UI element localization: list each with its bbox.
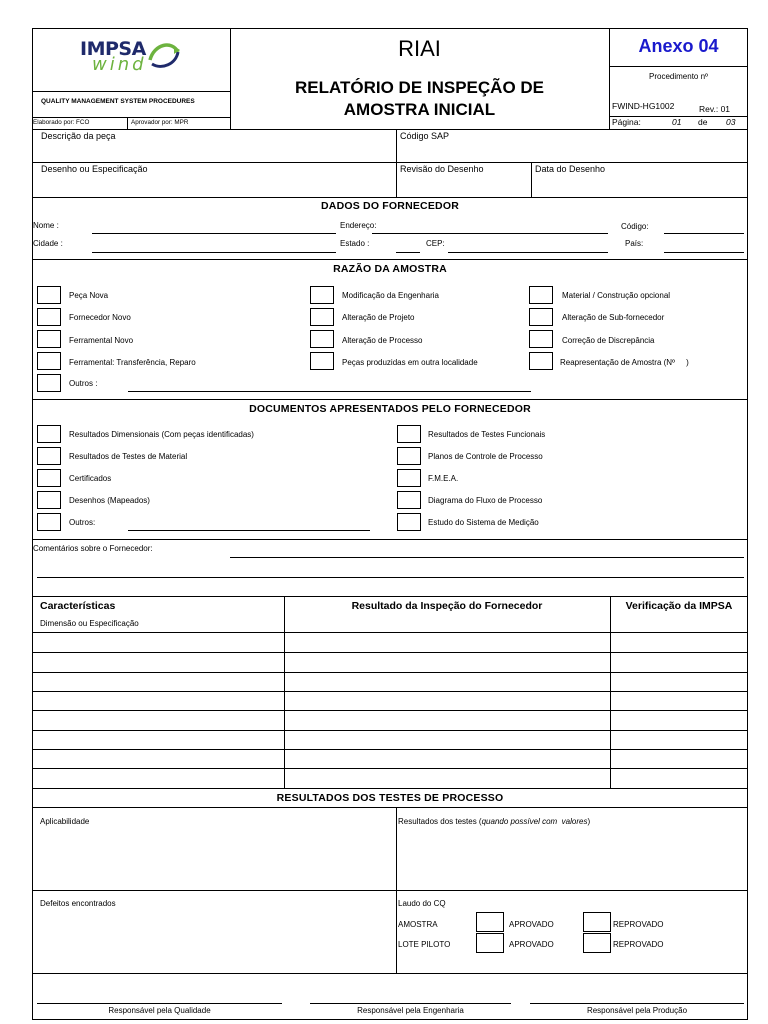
pagina-de: de [698, 117, 708, 127]
comentarios-label: Comentários sobre o Fornecedor: [33, 544, 153, 553]
endereco-label: Endereço: [340, 221, 377, 230]
table-row-line [32, 672, 748, 673]
elaborado-label: Elaborado por: FCO [33, 119, 90, 126]
assinatura-producao-line[interactable] [530, 1003, 744, 1004]
peca-nova-label: Peça Nova [69, 291, 109, 300]
codigo-sap-field[interactable] [397, 141, 747, 161]
logo-top-text: IMPSA [80, 38, 146, 60]
ferramental-novo-checkbox[interactable] [37, 330, 61, 348]
part-bottom-line [32, 197, 748, 198]
codigo-label: Código: [621, 222, 649, 231]
reapresentacao-amostra-label: Reapresentação de Amostra (Nº ) [560, 358, 689, 367]
resultados-dimensionais-label: Resultados Dimensionais (Com peças identificadas) [69, 430, 254, 439]
planos-controle-checkbox[interactable] [397, 447, 421, 465]
razao-bottom-line [32, 399, 748, 400]
ferramental-transferencia-label: Ferramental: Transferência, Reparo [69, 358, 196, 367]
descricao-peca-label: Descrição da peça [41, 131, 116, 141]
table-header-line [32, 632, 748, 633]
descricao-peca-field[interactable] [33, 141, 395, 161]
resultados-testes-prefix: Resultados dos testes ( [398, 817, 482, 826]
testes-title-line [32, 807, 748, 808]
comentarios-field-line2[interactable] [37, 577, 744, 578]
pagina-total: 03 [726, 117, 736, 127]
table-row-line [32, 691, 748, 692]
alteracao-subfornecedor-checkbox[interactable] [529, 308, 553, 326]
cep-field[interactable] [448, 252, 608, 253]
documentos-outros-checkbox[interactable] [37, 513, 61, 531]
testes-mid-line [32, 890, 748, 891]
estado-label: Estado : [340, 239, 370, 248]
table-row-line [32, 710, 748, 711]
part-divider-2 [531, 162, 532, 197]
defeitos-field[interactable] [33, 910, 395, 970]
table-row-line [32, 730, 748, 731]
razao-section-title: RAZÃO DA AMOSTRA [333, 263, 447, 275]
fmea-label: F.M.E.A. [428, 474, 459, 483]
elaborado-divider [127, 117, 128, 129]
razao-outros-field[interactable] [128, 391, 531, 392]
testes-material-label: Resultados de Testes de Material [69, 452, 188, 461]
amostra-reprovado-label: REPROVADO [613, 920, 664, 929]
resultados-testes-suffix: ) [587, 817, 591, 826]
data-desenho-label: Data do Desenho [535, 164, 606, 174]
alteracao-subfornecedor-label: Alteração de Sub-fornecedor [562, 313, 665, 322]
correcao-discrepancia-label: Correção de Discrepância [562, 336, 655, 345]
codigo-field[interactable] [664, 233, 744, 234]
alteracao-processo-label: Alteração de Processo [342, 336, 423, 345]
testes-funcionais-label: Resultados de Testes Funcionais [428, 430, 546, 439]
endereco-field[interactable] [372, 233, 608, 234]
documentos-bottom-line [32, 539, 748, 540]
fornecedor-bottom-line [32, 259, 748, 260]
assinatura-engenharia-line[interactable] [310, 1003, 511, 1004]
logo-swirl-icon [144, 38, 184, 74]
ferramental-transferencia-checkbox[interactable] [37, 352, 61, 370]
pais-field[interactable] [664, 252, 744, 253]
modificacao-engenharia-label: Modificação da Engenharia [342, 291, 439, 300]
material-construcao-label: Material / Construção opcional [562, 291, 671, 300]
estudo-medicao-label: Estudo do Sistema de Medição [428, 518, 539, 527]
certificados-checkbox[interactable] [37, 469, 61, 487]
aprovador-label: Aprovador por: MPR [131, 119, 189, 126]
comentarios-field-line1[interactable] [230, 557, 744, 558]
alteracao-processo-checkbox[interactable] [310, 330, 334, 348]
alteracao-projeto-checkbox[interactable] [310, 308, 334, 326]
table-col-divider-1 [284, 596, 285, 788]
header-qms-line [32, 117, 230, 118]
testes-bottom-line [32, 973, 748, 974]
nome-label: Nome : [33, 221, 59, 230]
amostra-label: AMOSTRA [398, 920, 438, 929]
razao-outros-checkbox[interactable] [37, 374, 61, 392]
lote-aprovado-checkbox[interactable] [476, 933, 504, 953]
codigo-sap-label: Código SAP [400, 131, 450, 141]
verificacao-impsa-header: Verificação da IMPSA [625, 600, 733, 612]
cep-label: CEP: [426, 239, 445, 248]
table-row-line [32, 768, 748, 769]
comentarios-bottom-line [32, 596, 748, 597]
pecas-outra-localidade-label: Peças produzidas em outra localidade [342, 358, 478, 367]
company-logo [78, 36, 188, 80]
reapresentacao-amostra-checkbox[interactable] [529, 352, 553, 370]
procedure-code: FWIND-HG1002 [612, 101, 675, 111]
lote-piloto-label: LOTE PILOTO [398, 940, 451, 949]
revision-label: Rev.: 01 [699, 104, 731, 114]
certificados-label: Certificados [69, 474, 112, 483]
fornecedor-novo-checkbox[interactable] [37, 308, 61, 326]
fmea-checkbox[interactable] [397, 469, 421, 487]
anexo-line [609, 66, 748, 67]
planos-controle-label: Planos de Controle de Processo [428, 452, 543, 461]
razao-outros-label: Outros : [69, 379, 98, 388]
testes-funcionais-checkbox[interactable] [397, 425, 421, 443]
lote-reprovado-checkbox[interactable] [583, 933, 611, 953]
anexo-label: Anexo 04 [638, 36, 719, 56]
aplicabilidade-field[interactable] [33, 828, 395, 888]
part-divider-1 [396, 129, 397, 197]
fornecedor-section-title: DADOS DO FORNECEDOR [321, 200, 459, 212]
modificacao-engenharia-checkbox[interactable] [310, 286, 334, 304]
header-bottom-line [32, 129, 748, 130]
resultados-dimensionais-checkbox[interactable] [37, 425, 61, 443]
nome-field[interactable] [92, 233, 336, 234]
defeitos-label: Defeitos encontrados [40, 899, 116, 908]
documentos-outros-field[interactable] [128, 530, 370, 531]
lote-reprovado-label: REPROVADO [613, 940, 664, 949]
part-row-line [32, 162, 748, 163]
correcao-discrepancia-checkbox[interactable] [529, 330, 553, 348]
resultados-testes-field[interactable] [397, 828, 747, 888]
caracteristicas-header: Características [40, 600, 116, 612]
header-logo-line [32, 91, 230, 92]
resultados-testes-italic: quando possível com valores [481, 817, 588, 826]
material-construcao-checkbox[interactable] [529, 286, 553, 304]
testes-section-title: RESULTADOS DOS TESTES DE PROCESSO [276, 792, 504, 804]
cidade-field[interactable] [92, 252, 336, 253]
responsavel-qualidade-label: Responsável pela Qualidade [108, 1006, 211, 1015]
lote-aprovado-label: APROVADO [509, 940, 554, 949]
table-col-divider-2 [610, 596, 611, 788]
table-bottom-line [32, 788, 748, 789]
testes-material-checkbox[interactable] [37, 447, 61, 465]
form-subtitle-line2: AMOSTRA INICIAL [343, 100, 496, 119]
diagrama-fluxo-label: Diagrama do Fluxo de Processo [428, 496, 543, 505]
form-subtitle-line1: RELATÓRIO DE INSPEÇÃO DE [294, 78, 545, 97]
pagina-label: Página: [612, 117, 641, 127]
estudo-medicao-checkbox[interactable] [397, 513, 421, 531]
pecas-outra-localidade-checkbox[interactable] [310, 352, 334, 370]
dimensao-especificacao-header: Dimensão ou Especificação [40, 619, 139, 628]
fornecedor-novo-label: Fornecedor Novo [69, 313, 131, 322]
estado-field[interactable] [396, 252, 420, 253]
desenho-label: Desenho ou Especificação [41, 164, 148, 174]
aplicabilidade-label: Aplicabilidade [40, 817, 90, 826]
resultado-inspecao-header: Resultado da Inspeção do Fornecedor [351, 600, 543, 612]
revisao-desenho-label: Revisão do Desenho [400, 164, 484, 174]
desenhos-mapeados-checkbox[interactable] [37, 491, 61, 509]
cidade-label: Cidade : [33, 239, 63, 248]
procedimento-label: Procedimento nº [649, 72, 708, 81]
documentos-outros-label: Outros: [69, 518, 96, 527]
desenhos-mapeados-label: Desenhos (Mapeados) [69, 496, 150, 505]
form-title: RIAI [398, 36, 441, 61]
assinatura-qualidade-line[interactable] [37, 1003, 282, 1004]
pais-label: País: [625, 239, 644, 248]
responsavel-producao-label: Responsável pela Produção [586, 1006, 688, 1015]
laudo-cq-label: Laudo do CQ [398, 899, 446, 908]
alteracao-projeto-label: Alteração de Projeto [342, 313, 415, 322]
amostra-aprovado-checkbox[interactable] [476, 912, 504, 932]
ferramental-novo-label: Ferramental Novo [69, 336, 134, 345]
responsavel-engenharia-label: Responsável pela Engenharia [357, 1006, 464, 1015]
amostra-aprovado-label: APROVADO [509, 920, 554, 929]
table-row-line [32, 749, 748, 750]
resultados-testes-label [398, 817, 590, 826]
amostra-reprovado-checkbox[interactable] [583, 912, 611, 932]
pagina-number: 01 [672, 117, 682, 127]
peca-nova-checkbox[interactable] [37, 286, 61, 304]
qms-label: QUALITY MANAGEMENT SYSTEM PROCEDURES [41, 98, 195, 105]
diagrama-fluxo-checkbox[interactable] [397, 491, 421, 509]
documentos-section-title: DOCUMENTOS APRESENTADOS PELO FORNECEDOR [249, 403, 531, 415]
logo-bottom-text: wind [92, 54, 147, 75]
table-row-line [32, 652, 748, 653]
